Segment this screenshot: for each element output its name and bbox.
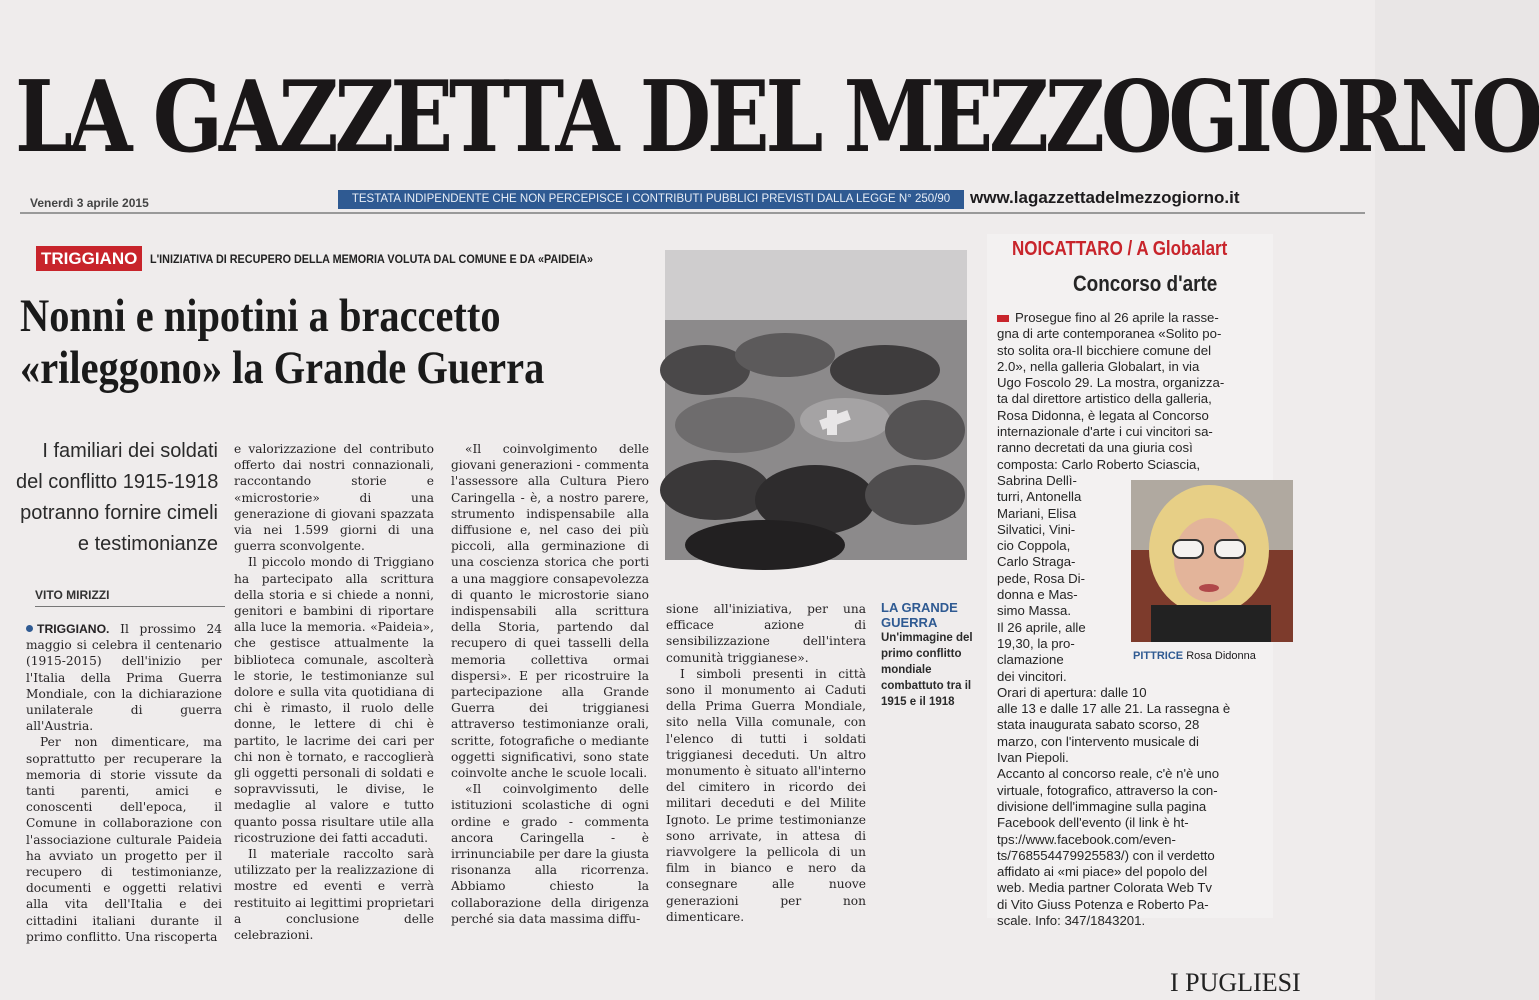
paragraph: Il materiale raccolto sarà utilizzato per la realizzazione di mostre ed eventi e verrà restituito ai legittimi proprietari a conclusione delle celebrazioni.	[234, 847, 434, 943]
sidebar-line: 2.0», nella galleria Globalart, in via	[997, 358, 1200, 374]
byline: VITO MIRIZZI	[35, 588, 110, 602]
sidebar-line: sto solita ora-Il bicchiere comune del	[997, 342, 1212, 358]
portrait-image	[1131, 480, 1293, 642]
byline-rule	[35, 606, 225, 607]
sidebar-line: pede, Rosa Di-	[997, 570, 1085, 586]
website-url: www.lagazzettadelmezzogiorno.it	[970, 188, 1240, 207]
paragraph-mark-icon	[997, 315, 1009, 322]
sidebar-line: divisione dell'immagine sulla pagina	[997, 798, 1207, 814]
sidebar-line: web. Media partner Colorata Web Tv	[997, 880, 1213, 896]
sidebar-line: 19,30, la pro-	[997, 635, 1075, 651]
sidebar-line: composta: Carlo Roberto Sciascia,	[997, 456, 1201, 472]
sidebar-line: dei vincitori.	[997, 668, 1067, 684]
sidebar-line: cio Coppola,	[997, 538, 1071, 554]
masthead-title: LA GAZZETTA DEL MEZZOGIORNO	[15, 60, 1539, 175]
article-column-2	[234, 441, 434, 943]
sidebar-line: ts/768554479925583/) con il verdetto	[997, 847, 1215, 863]
sidebar-subheading: Concorso d'arte	[1073, 271, 1218, 296]
masthead-rule	[20, 212, 1365, 214]
sidebar-line: Accanto al concorso reale, c'è n'è uno	[997, 766, 1220, 782]
sidebar-line: ranno decretati da una giuria così	[997, 440, 1193, 456]
article-kicker	[36, 246, 643, 271]
sidebar-line: donna e Mas-	[997, 587, 1078, 603]
sidebar-heading: NOICATTARO / A Globalart	[1012, 238, 1228, 260]
paragraph: Il piccolo mondo di Triggiano ha partecipato alla scrittura della storia e si chiede a nonni, genitori e bambini di riportare alla luce la memoria. «Paideia», che gestisce attualmente la biblioteca comunale, ascolterà le storie, le testimonianze sul dolore e sulla vita quotidiana di chi è rimasto, il ruolo delle donne, le lettere di chi è partito, le lacrime dei cari per chi non è tornato, e raccoglierà gli oggetti personali di soldati e sopravvissuti, le divise, le medaglie al valore e tutto quanto possa risultare utile alla ricostruzione dei fatti accaduti.	[234, 555, 434, 845]
headline-line: «rileggono» la Grande Guerra	[20, 342, 545, 394]
location-tag: TRIGGIANO	[36, 246, 142, 271]
sidebar-line: gna di arte contemporanea «Solito po-	[997, 326, 1222, 342]
subhead-line: potranno fornire cimeli	[20, 502, 218, 524]
sidebar-line: marzo, con l'intervento musicale di	[997, 733, 1199, 749]
sidebar-line: affidato ai «mi piace» del popolo del	[997, 864, 1208, 880]
sidebar-line: virtuale, fotografico, attraverso la con-	[997, 782, 1218, 798]
sidebar-line: Ugo Foscolo 29. La mostra, organizza-	[997, 375, 1225, 391]
article-column-3	[451, 441, 649, 927]
paragraph: sione all'iniziativa, per una efficace azione di sensibilizzazione dell'intera comunità triggianese».	[666, 602, 866, 665]
sidebar-line: Orari di apertura: dalle 10	[997, 684, 1147, 700]
trench-photo-image	[665, 250, 967, 560]
sidebar-line: Carlo Straga-	[997, 554, 1076, 570]
sidebar-line: alle 13 e dalle 17 alle 21. La rassegna è	[997, 701, 1231, 717]
paragraph: e valorizzazione del contributo offerto dai nostri connazionali, raccontando storie e «microstorie» di una generazione di giovani spazzata via nei 1.599 giorni di una guerra sconvolgente.	[234, 442, 434, 554]
sidebar-line: turri, Antonella	[997, 489, 1082, 505]
kicker-text: L'INIZIATIVA DI RECUPERO DELLA MEMORIA VOLUTA DAL COMUNE E DA «PAIDEIA»	[150, 251, 594, 266]
sidebar-line: Ivan Piepoli.	[997, 750, 1069, 766]
caption-title: LA GRANDE GUERRA	[881, 600, 958, 630]
sidebar-line: Silvatici, Vini-	[997, 521, 1076, 537]
paragraph: «Il coinvolgimento delle giovani generazioni - commenta l'assessore alla Cultura Piero Caringella - è, a nostro parere, strumento indispensabile alla diffusione e, nel caso dei più piccoli, alla germinazione di una coscienza storica che porti a una maggiore consapevolezza di quanto le microstorie siano indispensabili alla scrittura della Storia, partendo dal recupero di quei tasselli della memoria collettiva ormai dispersi». E per ricostruire la partecipazione alla Grande Guerra dei triggianesi attraverso testimonianze orali, scritte, fotografiche o mediante oggetti significativi, sono state coinvolte anche le scuole locali.	[451, 442, 649, 781]
sidebar-line: Sabrina Dellì-	[997, 472, 1077, 488]
article-column-4	[666, 601, 866, 925]
paragraph	[26, 621, 222, 734]
caption-text: Un'immagine del primo conflitto mondiale combattuto tra il 1915 e il 1918	[881, 632, 973, 708]
paragraph-text: Il prossimo 24 maggio si celebra il centenario (1915-2015) dell'inizio per l'Italia della Prima Guerra Mondiale, con la dichiarazione unilaterale di guerra all'Austria.	[26, 622, 222, 734]
sidebar-line: internazionale d'arte i cui vincitori sa-	[997, 424, 1213, 440]
sidebar-line: stata inaugurata sabato scorso, 28	[997, 717, 1200, 733]
sidebar-line: clamazione	[997, 652, 1064, 668]
article-subhead	[16, 436, 218, 560]
next-page-strip	[0, 920, 1375, 1000]
subhead-line: del conflitto 1915-1918	[16, 471, 219, 493]
subhead-line: e testimonianze	[77, 533, 218, 555]
sidebar-line: di Vito Giuss Potenza e Roberto Pa-	[997, 896, 1209, 912]
headline-line: Nonni e nipotini a braccetto	[20, 290, 501, 342]
paragraph: «Il coinvolgimento delle istituzioni scolastiche di ogni ordine e grado - commenta ancora Caringella - è irrinunciabile per dare la giusta risonanza alla ricorrenza. Abbiamo chiesto la collaborazione della dirigenza perché sia data massima diffu-	[451, 782, 649, 926]
lead-dot-icon	[26, 625, 33, 632]
sidebar-line: scale. Info: 347/1843201.	[997, 912, 1146, 928]
caption-name: Rosa Didonna	[1186, 650, 1256, 662]
paragraph: I simboli presenti in città sono il monumento ai Caduti della Prima Guerra Mondiale, sito nella Villa comunale, con l'elenco di tutti i soldati triggianesi deceduti. Un altro monumento è situato all'interno del cimitero in ricordo dei militari deceduti e del Milite Ignoto. Le prime testimonianze sono arrivate, in attesa di riavvolgere la pellicola di un film in bianco e nero da consegnare alle nuove generazioni per non dimenticare.	[666, 666, 866, 924]
paragraph: Per non dimenticare, ma soprattutto per recuperare la memoria di storie vissute da tanti parenti, amici e conoscenti dell'epoca, il Comune in collaborazione con l'associazione culturale Paideia ha avviato un progetto per il recupero di testimonianze, documenti e oggetti relativi alla vita dell'Italia e dei cittadini italiani durante il primo conflitto. Una riscoperta	[26, 735, 222, 944]
sidebar-line: Rosa Didonna, è legata al Concorso	[997, 407, 1209, 423]
war-photo	[665, 250, 967, 560]
sidebar-line: simo Massa.	[997, 603, 1072, 619]
portrait-caption	[1133, 650, 1256, 662]
masthead-bar: TESTATA INDIPENDENTE CHE NON PERCEPISCE I CONTRIBUTI PUBBLICI PREVISTI DALLA LEGGE N° 250/90	[338, 190, 964, 209]
sidebar-line: Prosegue fino al 26 aprile la rasse-	[1015, 310, 1219, 325]
sidebar-line: Mariani, Elisa	[997, 505, 1077, 521]
sidebar-line: Facebook dell'evento (il link è ht-	[997, 815, 1189, 831]
sidebar-line: tps://www.facebook.com/even-	[997, 831, 1176, 847]
issue-date: Venerdì 3 aprile 2015	[30, 196, 149, 210]
sidebar-line: Il 26 aprile, alle	[997, 619, 1086, 635]
caption-role: PITTRICE	[1133, 650, 1184, 662]
dateline: TRIGGIANO.	[37, 622, 110, 636]
next-page-heading: I PUGLIESI	[1170, 968, 1301, 997]
article-column-1	[26, 621, 222, 945]
article-headline	[20, 290, 660, 394]
sidebar-line: ta dal direttore artistico della galleria,	[997, 391, 1212, 407]
photo-caption	[881, 600, 976, 710]
subhead-line: I familiari dei soldati	[42, 440, 218, 462]
masthead	[15, 58, 1539, 188]
portrait-photo	[1131, 480, 1293, 642]
